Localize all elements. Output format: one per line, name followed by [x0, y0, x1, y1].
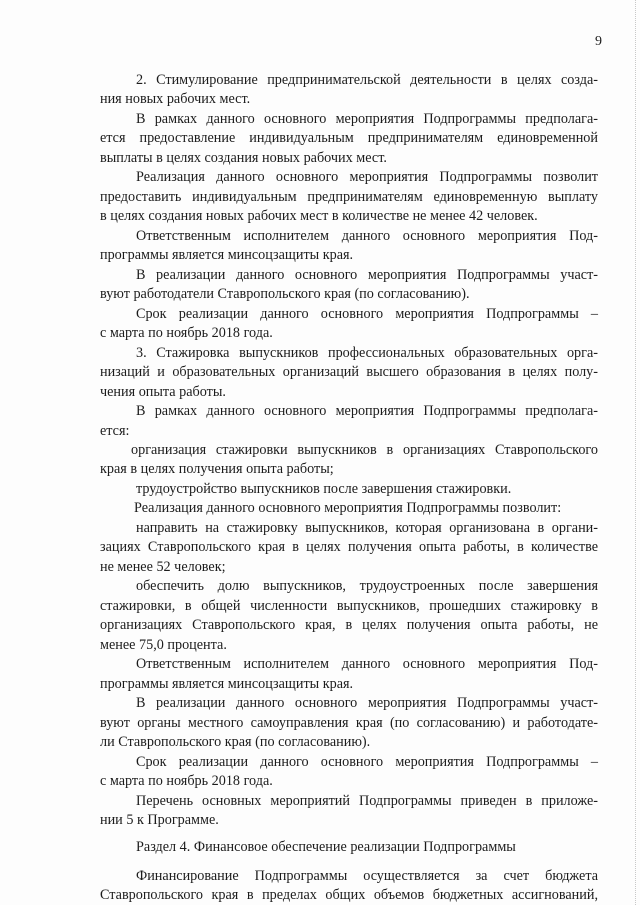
text-line: нии 5 к Программе. — [100, 812, 219, 829]
text-line: программы является минсоцзащиты края. — [100, 247, 354, 264]
text-line: организация стажировки выпускников в организациях Ставропольского — [131, 442, 598, 458]
text-line: низаций и образовательных организаций высшего образования в целях полу- — [100, 364, 598, 381]
text-line: трудоустройство выпускников после завершения стажировки. — [136, 480, 512, 497]
text-line: Финансирование Подпрограммы осуществляется за счет бюджета — [136, 867, 598, 884]
text-line: ли Ставропольского края (по согласованию). — [100, 734, 371, 751]
text-line: выплаты в целях создания новых рабочих мест. — [100, 149, 387, 166]
text-line: В рамках данного основного мероприятия Подпрограммы предполага- — [136, 110, 598, 127]
text-line: Ставропольского края в пределах общих объемов бюджетных ассигнований, — [100, 887, 598, 903]
text-line: в целях создания новых рабочих мест в количестве не менее 42 человек. — [100, 208, 538, 225]
text-line: предоставить индивидуальным предпринимателям единовременную выплату — [100, 188, 598, 205]
text-line: 2. Стимулирование предпринимательской деятельности в целях созда- — [136, 72, 598, 88]
text-line: В рамках данного основного мероприятия Подпрограммы предполага- — [136, 403, 598, 420]
text-line: обеспечить долю выпускников, трудоустроенных после завершения — [136, 578, 598, 595]
text-line: с марта по ноябрь 2018 года. — [100, 325, 273, 342]
text-line: В реализации данного основного мероприятия Подпрограммы участ- — [136, 695, 598, 712]
text-line: Срок реализации данного основного мероприятия Подпрограммы – — [136, 753, 598, 770]
text-line: Срок реализации данного основного мероприятия Подпрограммы – — [136, 305, 598, 322]
text-line: направить на стажировку выпускников, которая организована в органи- — [136, 519, 598, 536]
scan-edge — [634, 0, 636, 905]
text-line: ется предоставление индивидуальным предпринимателям единовременной — [100, 130, 598, 147]
text-line: менее 75,0 процента. — [100, 636, 227, 653]
page-number: 9 — [595, 34, 602, 49]
text-line: вуют работодатели Ставропольского края (по согласованию). — [100, 286, 470, 303]
text-line: Ответственным исполнителем данного основного мероприятия Под- — [136, 656, 598, 673]
text-line: Перечень основных мероприятий Подпрограммы приведен в приложе- — [136, 792, 598, 809]
text-line: зациях Ставропольского края в целях получения опыта работы, в количестве — [100, 539, 598, 556]
text-line: с марта по ноябрь 2018 года. — [100, 773, 273, 790]
text-line: ется: — [100, 422, 130, 439]
text-line: организациях Ставропольского края, в целях получения опыта работы, не — [100, 617, 598, 634]
text-line: В реализации данного основного мероприятия Подпрограммы участ- — [136, 266, 598, 283]
text-line: вуют органы местного самоуправления края (по согласованию) и работодате- — [100, 714, 598, 731]
section-heading: Раздел 4. Финансовое обеспечение реализации Подпрограммы — [136, 839, 516, 856]
text-line: Ответственным исполнителем данного основного мероприятия Под- — [136, 227, 598, 244]
text-line: не менее 52 человек; — [100, 558, 226, 575]
text-line: чения опыта работы. — [100, 383, 226, 400]
text-line: края в целях получения опыта работы; — [100, 461, 334, 478]
text-line: стажировки, в общей численности выпускников, прошедших стажировку в — [100, 597, 598, 614]
text-line: 3. Стажировка выпускников профессиональных образовательных орга- — [136, 344, 598, 361]
text-line: программы является минсоцзащиты края. — [100, 675, 354, 692]
text-line: Реализация данного основного мероприятия Подпрограммы позволит: — [134, 500, 562, 517]
text-line: ния новых рабочих мест. — [100, 91, 251, 108]
text-line: Реализация данного основного мероприятия Подпрограммы позволит — [136, 169, 598, 186]
